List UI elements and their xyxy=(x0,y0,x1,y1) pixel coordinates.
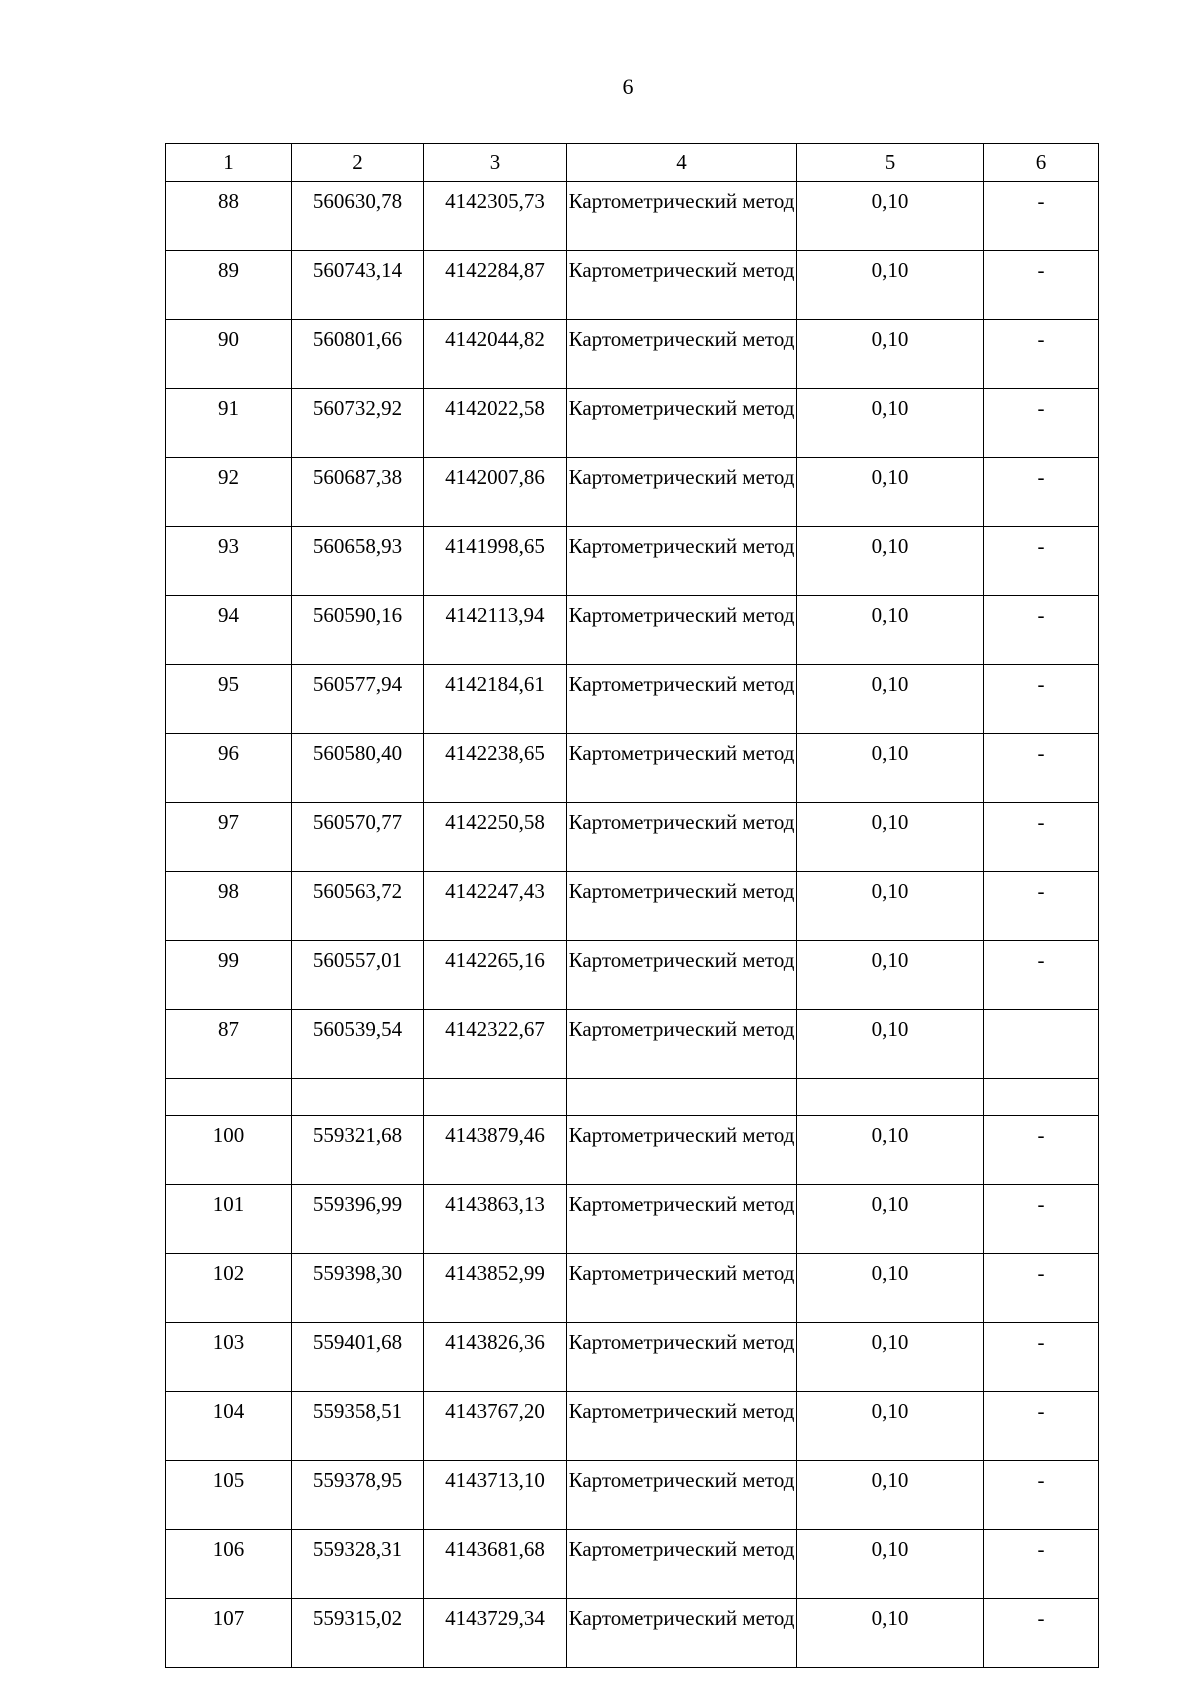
accuracy-cell: 0,10 xyxy=(797,527,984,596)
x-coordinate-cell: 560570,77 xyxy=(292,803,424,872)
point-number-cell: 97 xyxy=(166,803,292,872)
accuracy-cell: 0,10 xyxy=(797,665,984,734)
accuracy-cell: 0,10 xyxy=(797,1392,984,1461)
point-number-cell: 103 xyxy=(166,1323,292,1392)
method-text: Картометрический метод xyxy=(568,189,795,213)
table-row xyxy=(166,734,1099,803)
point-number-cell: 99 xyxy=(166,941,292,1010)
note-cell: - xyxy=(984,251,1099,320)
method-cell xyxy=(567,941,797,1010)
table-row xyxy=(166,1254,1099,1323)
y-coordinate-cell: 4142250,58 xyxy=(424,803,567,872)
note-cell: - xyxy=(984,1116,1099,1185)
point-number-cell: 101 xyxy=(166,1185,292,1254)
x-coordinate-cell: 559358,51 xyxy=(292,1392,424,1461)
method-text: Картометрический метод xyxy=(568,534,795,558)
table-row xyxy=(166,458,1099,527)
table-row xyxy=(166,1116,1099,1185)
method-cell xyxy=(567,665,797,734)
point-number-cell: 93 xyxy=(166,527,292,596)
method-cell xyxy=(567,1010,797,1079)
y-coordinate-cell: 4142238,65 xyxy=(424,734,567,803)
table-row xyxy=(166,1530,1099,1599)
table-row xyxy=(166,251,1099,320)
y-coordinate-cell: 4143767,20 xyxy=(424,1392,567,1461)
point-number-cell: 96 xyxy=(166,734,292,803)
table-row xyxy=(166,320,1099,389)
note-cell: - xyxy=(984,1185,1099,1254)
table-row xyxy=(166,527,1099,596)
accuracy-cell: 0,10 xyxy=(797,1254,984,1323)
x-coordinate-cell: 560658,93 xyxy=(292,527,424,596)
note-cell: - xyxy=(984,389,1099,458)
y-coordinate-cell: 4143852,99 xyxy=(424,1254,567,1323)
point-number-cell: 91 xyxy=(166,389,292,458)
method-text: Картометрический метод xyxy=(568,258,795,282)
accuracy-cell: 0,10 xyxy=(797,596,984,665)
note-cell: - xyxy=(984,458,1099,527)
x-coordinate-cell: 559398,30 xyxy=(292,1254,424,1323)
note-cell: - xyxy=(984,182,1099,251)
note-cell: - xyxy=(984,1599,1099,1668)
accuracy-cell: 0,10 xyxy=(797,872,984,941)
method-text: Картометрический метод xyxy=(568,1468,795,1492)
method-cell xyxy=(567,389,797,458)
accuracy-cell: 0,10 xyxy=(797,458,984,527)
table-row xyxy=(166,1461,1099,1530)
y-coordinate-cell: 4142322,67 xyxy=(424,1010,567,1079)
method-text: Картометрический метод xyxy=(568,465,795,489)
point-number-cell: 100 xyxy=(166,1116,292,1185)
x-coordinate-cell: 560539,54 xyxy=(292,1010,424,1079)
accuracy-cell: 0,10 xyxy=(797,182,984,251)
method-cell xyxy=(567,1116,797,1185)
point-number-cell: 87 xyxy=(166,1010,292,1079)
x-coordinate-cell xyxy=(292,1079,424,1116)
method-text: Картометрический метод xyxy=(568,741,795,765)
y-coordinate-cell: 4142044,82 xyxy=(424,320,567,389)
table-row xyxy=(166,1599,1099,1668)
point-number-cell: 98 xyxy=(166,872,292,941)
method-cell xyxy=(567,596,797,665)
note-cell: - xyxy=(984,1392,1099,1461)
y-coordinate-cell: 4143729,34 xyxy=(424,1599,567,1668)
method-text: Картометрический метод xyxy=(568,1399,795,1423)
method-text: Картометрический метод xyxy=(568,810,795,834)
point-number-cell: 94 xyxy=(166,596,292,665)
column-header: 4 xyxy=(567,144,797,182)
x-coordinate-cell: 560743,14 xyxy=(292,251,424,320)
note-cell xyxy=(984,1079,1099,1116)
point-number-cell: 95 xyxy=(166,665,292,734)
x-coordinate-cell: 559321,68 xyxy=(292,1116,424,1185)
x-coordinate-cell: 560557,01 xyxy=(292,941,424,1010)
y-coordinate-cell: 4143826,36 xyxy=(424,1323,567,1392)
y-coordinate-cell: 4142305,73 xyxy=(424,182,567,251)
point-number-cell: 92 xyxy=(166,458,292,527)
y-coordinate-cell: 4142284,87 xyxy=(424,251,567,320)
method-cell xyxy=(567,734,797,803)
table-body xyxy=(166,144,1099,1668)
method-cell xyxy=(567,1185,797,1254)
note-cell: - xyxy=(984,320,1099,389)
method-text: Картометрический метод xyxy=(568,672,795,696)
x-coordinate-cell: 560630,78 xyxy=(292,182,424,251)
accuracy-cell: 0,10 xyxy=(797,1323,984,1392)
accuracy-cell: 0,10 xyxy=(797,1116,984,1185)
accuracy-cell: 0,10 xyxy=(797,803,984,872)
table-row xyxy=(166,665,1099,734)
method-text: Картометрический метод xyxy=(568,327,795,351)
column-header: 2 xyxy=(292,144,424,182)
method-text: Картометрический метод xyxy=(568,948,795,972)
table-row xyxy=(166,1185,1099,1254)
method-text: Картометрический метод xyxy=(568,1261,795,1285)
page-number: 6 xyxy=(622,74,634,99)
point-number-cell: 102 xyxy=(166,1254,292,1323)
point-number-cell: 105 xyxy=(166,1461,292,1530)
accuracy-cell: 0,10 xyxy=(797,1461,984,1530)
method-text: Картометрический метод xyxy=(568,603,795,627)
note-cell: - xyxy=(984,803,1099,872)
x-coordinate-cell: 559328,31 xyxy=(292,1530,424,1599)
accuracy-cell: 0,10 xyxy=(797,1185,984,1254)
method-cell xyxy=(567,458,797,527)
note-cell: - xyxy=(984,1254,1099,1323)
x-coordinate-cell: 559396,99 xyxy=(292,1185,424,1254)
y-coordinate-cell: 4142022,58 xyxy=(424,389,567,458)
x-coordinate-cell: 560577,94 xyxy=(292,665,424,734)
method-cell xyxy=(567,182,797,251)
point-number-cell xyxy=(166,1079,292,1116)
method-cell xyxy=(567,320,797,389)
note-cell: - xyxy=(984,596,1099,665)
y-coordinate-cell: 4143681,68 xyxy=(424,1530,567,1599)
note-cell: - xyxy=(984,665,1099,734)
y-coordinate-cell: 4142113,94 xyxy=(424,596,567,665)
method-cell xyxy=(567,1079,797,1116)
column-header: 3 xyxy=(424,144,567,182)
accuracy-cell: 0,10 xyxy=(797,734,984,803)
table-header-row xyxy=(166,144,1099,182)
point-number-cell: 88 xyxy=(166,182,292,251)
method-cell xyxy=(567,1530,797,1599)
note-cell: - xyxy=(984,872,1099,941)
x-coordinate-cell: 560590,16 xyxy=(292,596,424,665)
note-cell xyxy=(984,1010,1099,1079)
y-coordinate-cell: 4143879,46 xyxy=(424,1116,567,1185)
y-coordinate-cell: 4142265,16 xyxy=(424,941,567,1010)
table-row xyxy=(166,1323,1099,1392)
method-text: Картометрический метод xyxy=(568,396,795,420)
note-cell: - xyxy=(984,1461,1099,1530)
method-text: Картометрический метод xyxy=(568,1330,795,1354)
method-cell xyxy=(567,1392,797,1461)
note-cell: - xyxy=(984,734,1099,803)
accuracy-cell: 0,10 xyxy=(797,941,984,1010)
table-row xyxy=(166,803,1099,872)
y-coordinate-cell xyxy=(424,1079,567,1116)
accuracy-cell xyxy=(797,1079,984,1116)
accuracy-cell: 0,10 xyxy=(797,1010,984,1079)
table-row xyxy=(166,1010,1099,1079)
method-text: Картометрический метод xyxy=(568,1606,795,1630)
x-coordinate-cell: 560801,66 xyxy=(292,320,424,389)
y-coordinate-cell: 4141998,65 xyxy=(424,527,567,596)
method-cell xyxy=(567,527,797,596)
method-text: Картометрический метод xyxy=(568,1017,795,1041)
method-cell xyxy=(567,872,797,941)
method-text: Картометрический метод xyxy=(568,879,795,903)
point-number-cell: 89 xyxy=(166,251,292,320)
x-coordinate-cell: 560687,38 xyxy=(292,458,424,527)
x-coordinate-cell: 560580,40 xyxy=(292,734,424,803)
table-row xyxy=(166,941,1099,1010)
y-coordinate-cell: 4142184,61 xyxy=(424,665,567,734)
point-number-cell: 90 xyxy=(166,320,292,389)
accuracy-cell: 0,10 xyxy=(797,320,984,389)
table-row xyxy=(166,389,1099,458)
table-row xyxy=(166,1392,1099,1461)
y-coordinate-cell: 4143863,13 xyxy=(424,1185,567,1254)
x-coordinate-cell: 560732,92 xyxy=(292,389,424,458)
note-cell: - xyxy=(984,1530,1099,1599)
coordinates-table xyxy=(165,143,1099,1668)
method-text: Картометрический метод xyxy=(568,1192,795,1216)
note-cell: - xyxy=(984,527,1099,596)
method-text: Картометрический метод xyxy=(568,1123,795,1147)
y-coordinate-cell: 4142007,86 xyxy=(424,458,567,527)
point-number-cell: 106 xyxy=(166,1530,292,1599)
method-cell xyxy=(567,251,797,320)
point-number-cell: 107 xyxy=(166,1599,292,1668)
table-row xyxy=(166,596,1099,665)
table-row-separator xyxy=(166,1079,1099,1116)
method-cell xyxy=(567,1461,797,1530)
table-row xyxy=(166,182,1099,251)
method-cell xyxy=(567,803,797,872)
column-header: 5 xyxy=(797,144,984,182)
accuracy-cell: 0,10 xyxy=(797,251,984,320)
accuracy-cell: 0,10 xyxy=(797,1530,984,1599)
method-text: Картометрический метод xyxy=(568,1537,795,1561)
accuracy-cell: 0,10 xyxy=(797,389,984,458)
method-cell xyxy=(567,1323,797,1392)
note-cell: - xyxy=(984,1323,1099,1392)
y-coordinate-cell: 4143713,10 xyxy=(424,1461,567,1530)
y-coordinate-cell: 4142247,43 xyxy=(424,872,567,941)
x-coordinate-cell: 559378,95 xyxy=(292,1461,424,1530)
column-header: 1 xyxy=(166,144,292,182)
note-cell: - xyxy=(984,941,1099,1010)
x-coordinate-cell: 559401,68 xyxy=(292,1323,424,1392)
x-coordinate-cell: 559315,02 xyxy=(292,1599,424,1668)
x-coordinate-cell: 560563,72 xyxy=(292,872,424,941)
table-row xyxy=(166,872,1099,941)
method-cell xyxy=(567,1254,797,1323)
accuracy-cell: 0,10 xyxy=(797,1599,984,1668)
method-cell xyxy=(567,1599,797,1668)
point-number-cell: 104 xyxy=(166,1392,292,1461)
column-header: 6 xyxy=(984,144,1099,182)
